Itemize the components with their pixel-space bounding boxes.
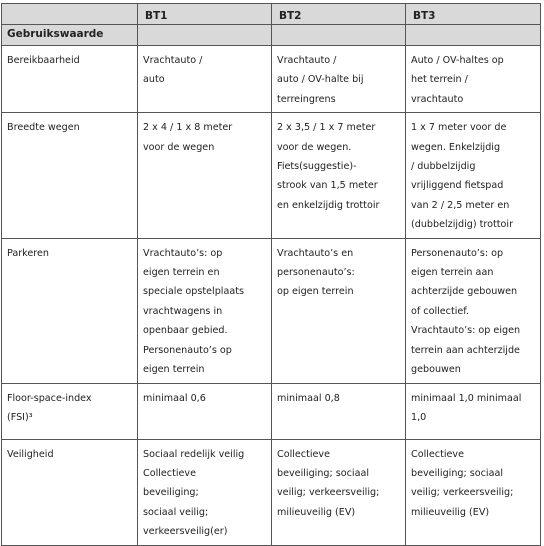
row-bereikbaarheid <box>2 46 541 113</box>
cell-text-line: Breedte wegen <box>7 122 80 134</box>
cell-text-line: Floor-space-index <box>7 392 92 404</box>
cell-bt3 <box>406 383 541 439</box>
header-bt1: BT1 <box>138 4 272 25</box>
cell-text-line: auto <box>143 74 165 86</box>
row-label-cell <box>2 113 138 238</box>
cell-text-line: minimaal 0,8 <box>277 392 340 404</box>
cell-text-line: minimaal 1,0 minimaal <box>411 392 522 404</box>
cell-text-line: (dubbelzijdig) trottoir <box>411 219 514 231</box>
cell-text-line: terreingrens <box>277 93 336 105</box>
cell-text-line: Parkeren <box>7 247 50 259</box>
cell-text-line: Collectieve <box>143 467 196 479</box>
section-row <box>2 25 541 46</box>
cell-text-line: Vrachtauto’s: op eigen <box>411 325 521 337</box>
cell-text-line: Sociaal redelijk veilig <box>143 448 245 460</box>
comparison-table <box>1 3 541 546</box>
cell-text-line: beveiliging; sociaal <box>411 467 504 479</box>
cell-text-line: Bereikbaarheid <box>7 55 80 66</box>
row-parkeren <box>2 238 541 383</box>
cell-bt2 <box>272 46 406 113</box>
row-label-cell <box>2 439 138 545</box>
section-empty-cell <box>272 25 406 46</box>
cell-text-line: op eigen terrein <box>277 286 354 298</box>
cell-text-line: gebouwen <box>411 364 461 376</box>
cell-text-line: vrachtwagens in <box>143 305 223 317</box>
cell-text-line: eigen terrein en <box>143 267 220 279</box>
cell-bt2 <box>272 113 406 238</box>
cell-text-line: 1 x 7 meter voor de <box>411 122 507 134</box>
section-empty-cell <box>406 25 541 46</box>
cell-text-line: eigen terrein <box>143 364 205 376</box>
cell-text-line: Personenauto’s: op <box>411 247 504 259</box>
cell-text-line: wegen. Enkelzijdig <box>411 141 501 153</box>
cell-text-line: auto / OV-halte bij <box>277 74 364 86</box>
section-empty-cell <box>138 25 272 46</box>
cell-text-line: terrein aan achterzijde <box>411 344 520 356</box>
cell-text-line: (FSI)³ <box>7 411 33 423</box>
cell-text-line: voor de wegen. <box>277 141 352 153</box>
cell-bt1 <box>138 46 272 113</box>
cell-text-line: Collectieve <box>411 448 464 460</box>
cell-text-line: personenauto’s: <box>277 267 355 279</box>
cell-text-line: vrijliggend fietspad <box>411 180 504 192</box>
header-bt2: BT2 <box>272 4 406 25</box>
cell-text-line: van 2 / 2,5 meter en <box>411 199 510 211</box>
cell-text-line: Vrachtauto’s en <box>277 247 354 259</box>
cell-bt3 <box>406 113 541 238</box>
cell-text-line: veilig; verkeersveilig; <box>277 487 380 499</box>
cell-text-line: Auto / OV-haltes op <box>411 55 504 66</box>
cell-text-line: veilig; verkeersveilig; <box>411 487 514 499</box>
cell-text-line: of collectief. <box>411 305 470 317</box>
row-veiligheid <box>2 439 541 545</box>
section-title: Gebruikswaarde <box>2 25 138 46</box>
cell-text-line: Vrachtauto / <box>277 55 337 66</box>
header-empty-cell <box>2 4 138 25</box>
cell-bt1 <box>138 238 272 383</box>
cell-bt1 <box>138 439 272 545</box>
cell-text-line: Fiets(suggestie)- <box>277 161 357 173</box>
row-breedte-wegen <box>2 113 541 238</box>
cell-bt3 <box>406 46 541 113</box>
cell-text-line: het terrein / <box>411 74 468 86</box>
cell-text-line: Vrachtauto / <box>143 55 203 66</box>
cell-text-line: / dubbelzijdig <box>411 161 476 173</box>
cell-text-line: openbaar gebied. <box>143 325 228 337</box>
cell-text-line: minimaal 0,6 <box>143 392 206 404</box>
header-bt3: BT3 <box>406 4 541 25</box>
cell-text-line: achterzijde gebouwen <box>411 286 518 298</box>
row-label-cell <box>2 383 138 439</box>
cell-text-line: speciale opstelplaats <box>143 286 244 298</box>
cell-text-line: milieuveilig (EV) <box>277 506 356 518</box>
cell-text-line: verkeersveilig(er) <box>143 526 228 538</box>
header-row <box>2 4 541 25</box>
cell-text-line: strook van 1,5 meter <box>277 180 378 192</box>
cell-bt1 <box>138 383 272 439</box>
row-fsi <box>2 383 541 439</box>
cell-bt2 <box>272 238 406 383</box>
cell-bt1 <box>138 113 272 238</box>
cell-text-line: 1,0 <box>411 411 427 423</box>
cell-text-line: voor de wegen <box>143 141 215 153</box>
cell-text-line: milieuveilig (EV) <box>411 506 490 518</box>
cell-text-line: Vrachtauto’s: op <box>143 247 223 259</box>
cell-bt3 <box>406 439 541 545</box>
cell-text-line: 2 x 4 / 1 x 8 meter <box>143 122 233 134</box>
cell-text-line: 2 x 3,5 / 1 x 7 meter <box>277 122 376 134</box>
cell-text-line: Veiligheid <box>7 448 54 460</box>
cell-text-line: beveiliging; <box>143 487 199 499</box>
cell-text-line: vrachtauto <box>411 93 464 105</box>
cell-bt2 <box>272 383 406 439</box>
cell-text-line: en enkelzijdig trottoir <box>277 199 380 211</box>
row-label-cell <box>2 238 138 383</box>
cell-bt3 <box>406 238 541 383</box>
row-label-cell <box>2 46 138 113</box>
cell-text-line: eigen terrein aan <box>411 267 494 279</box>
cell-text-line: sociaal veilig; <box>143 506 209 518</box>
cell-bt2 <box>272 439 406 545</box>
cell-text-line: Collectieve <box>277 448 330 460</box>
cell-text-line: beveiliging; sociaal <box>277 467 370 479</box>
cell-text-line: Personenauto’s op <box>143 344 232 356</box>
